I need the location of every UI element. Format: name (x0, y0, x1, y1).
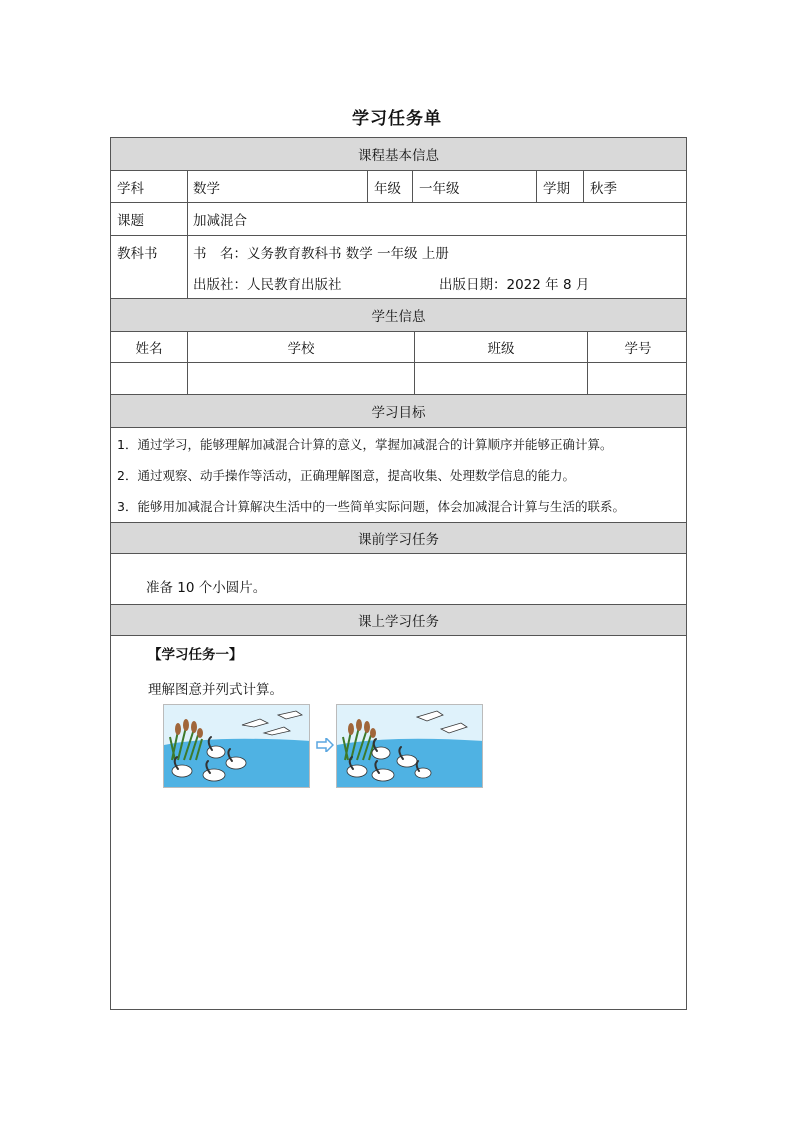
swan-lake-image-after (336, 704, 483, 788)
textbook-publisher: 出版社：人民教育出版社 (193, 277, 342, 293)
task-one-instruction: 理解图意并列式计算。 (148, 682, 283, 698)
subject-label: 学科 (117, 180, 144, 197)
task-one-title: 【学习任务一】 (148, 647, 243, 663)
term-value: 秋季 (590, 180, 617, 197)
term-label: 学期 (543, 180, 570, 197)
textbook-name: 书 名：义务教育教科书 数学 一年级 上册 (193, 245, 449, 262)
goal-item-1: 1．通过学习，能够理解加减混合计算的意义，掌握加减混合的计算顺序并能够正确计算。 (117, 437, 613, 452)
pre-class-header: 课前学习任务 (111, 523, 686, 553)
student-name-cell[interactable] (111, 363, 187, 394)
topic-value: 加减混合 (193, 213, 247, 229)
textbook-publish-date: 出版日期：2022 年 8 月 (439, 277, 590, 293)
grade-value: 一年级 (419, 180, 460, 197)
student-school-header: 学校 (287, 341, 315, 357)
subject-value: 数学 (193, 180, 220, 197)
goals-header: 学习目标 (111, 395, 686, 427)
pre-class-text: 准备 10 个小圆片。 (146, 580, 267, 596)
right-arrow-icon (316, 738, 334, 752)
textbook-label: 教科书 (117, 245, 158, 262)
swan-lake-image-before (163, 704, 310, 788)
goal-item-3: 3．能够用加减混合计算解决生活中的一些简单实际问题，体会加减混合计算与生活的联系。 (117, 499, 625, 514)
page-title: 学习任务单 (352, 109, 442, 129)
student-name-header: 姓名 (135, 341, 163, 357)
student-school-cell[interactable] (188, 363, 414, 394)
goal-item-2: 2．通过观察、动手操作等活动，正确理解图意，提高收集、处理数学信息的能力。 (117, 468, 575, 483)
basic-info-header: 课程基本信息 (111, 138, 686, 170)
student-id-header: 学号 (624, 341, 652, 357)
student-class-cell[interactable] (415, 363, 587, 394)
student-info-header: 学生信息 (111, 299, 686, 331)
student-class-header: 班级 (487, 341, 515, 357)
task-sheet-table (110, 137, 687, 1010)
topic-label: 课题 (117, 213, 144, 229)
grade-label: 年级 (374, 180, 401, 197)
student-id-cell[interactable] (588, 363, 688, 394)
in-class-header: 课上学习任务 (111, 605, 686, 635)
